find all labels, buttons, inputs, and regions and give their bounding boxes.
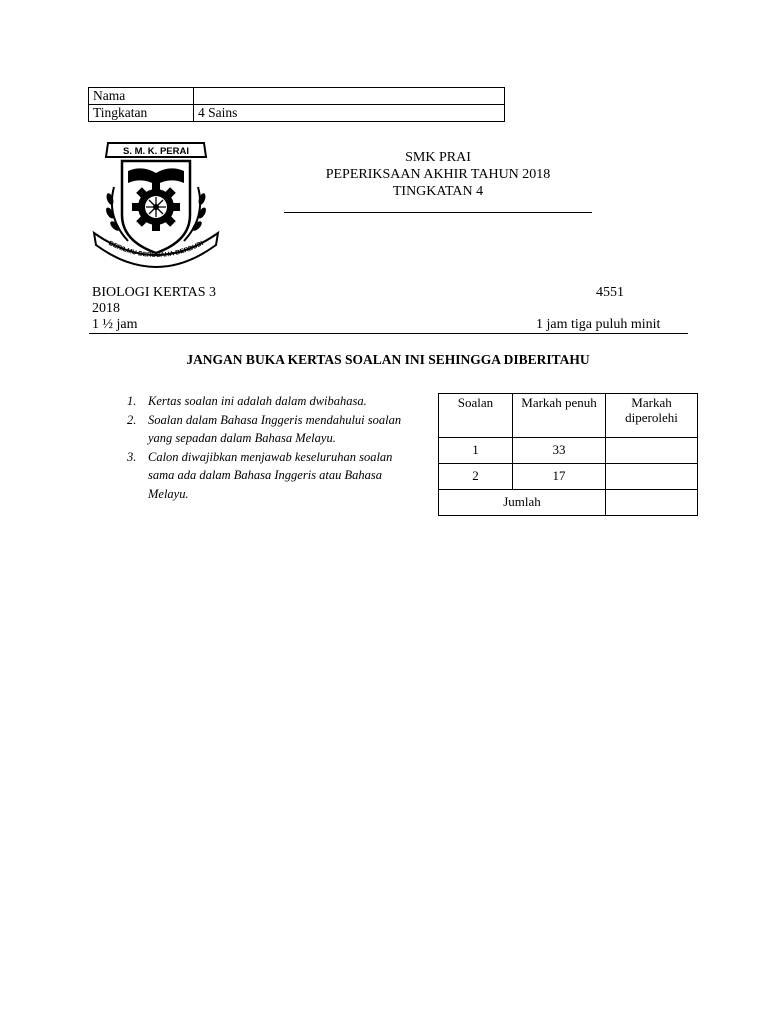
form-level: TINGKATAN 4 (392, 184, 484, 199)
name-label: Nama (89, 88, 194, 105)
meta-divider (89, 333, 688, 334)
instruction-text: Soalan dalam Bahasa Inggeris mendahului soalan yang sepadan dalam Bahasa Melayu. (148, 412, 402, 445)
question-number: 1 (439, 438, 513, 464)
logo-banner-text: S. M. K. PERAI (123, 146, 189, 157)
name-row (89, 88, 505, 105)
instruction-number: 3. (127, 449, 137, 464)
class-label: Tingkatan (89, 105, 194, 122)
marks-obtained-field[interactable] (606, 464, 698, 490)
paper-duration: 1 ½ jam (92, 317, 138, 332)
school-name: SMK PRAI (405, 150, 471, 165)
candidate-info-table (88, 87, 505, 122)
name-field[interactable] (194, 88, 505, 105)
instruction-number: 1. (127, 394, 137, 408)
header-question: Soalan (439, 394, 513, 438)
exam-title: PEPERIKSAAN AKHIR TAHUN 2018 (325, 167, 551, 182)
logo-motto-text: BERILMU BERUSAHA BERBUDI (107, 239, 205, 260)
instructions-list (127, 392, 417, 503)
total-label: Jumlah (439, 490, 606, 516)
table-row (439, 438, 698, 464)
class-row (89, 105, 505, 122)
paper-year: 2018 (92, 301, 120, 316)
instruction-item (127, 411, 417, 448)
total-marks-field[interactable] (606, 490, 698, 516)
total-row (439, 490, 698, 516)
header-divider (284, 212, 592, 213)
instruction-item (127, 448, 417, 504)
paper-code: 4551 (596, 285, 624, 300)
question-number: 2 (439, 464, 513, 490)
full-marks: 17 (513, 464, 606, 490)
instruction-number: 2. (127, 412, 137, 427)
school-crest-logo (88, 137, 224, 273)
marks-table (438, 393, 698, 516)
do-not-open-warning: JANGAN BUKA KERTAS SOALAN INI SEHINGGA DIBERITAHU (186, 352, 590, 367)
marks-obtained-field[interactable] (606, 438, 698, 464)
instruction-item (127, 392, 417, 411)
paper-duration-words: 1 jam tiga puluh minit (536, 317, 661, 332)
instruction-text: Calon diwajibkan menjawab keseluruhan soalan sama ada dalam Bahasa Inggeris atau Bahasa Melayu. (148, 449, 393, 501)
header-marks-obtained: Markah diperolehi (606, 394, 698, 438)
class-field[interactable]: 4 Sains (194, 105, 505, 122)
table-row (439, 464, 698, 490)
header-full-marks: Markah penuh (513, 394, 606, 438)
instruction-text: Kertas soalan ini adalah dalam dwibahasa. (148, 394, 367, 408)
full-marks: 33 (513, 438, 606, 464)
marks-table-header (439, 394, 698, 438)
paper-subject: BIOLOGI KERTAS 3 (92, 285, 217, 300)
